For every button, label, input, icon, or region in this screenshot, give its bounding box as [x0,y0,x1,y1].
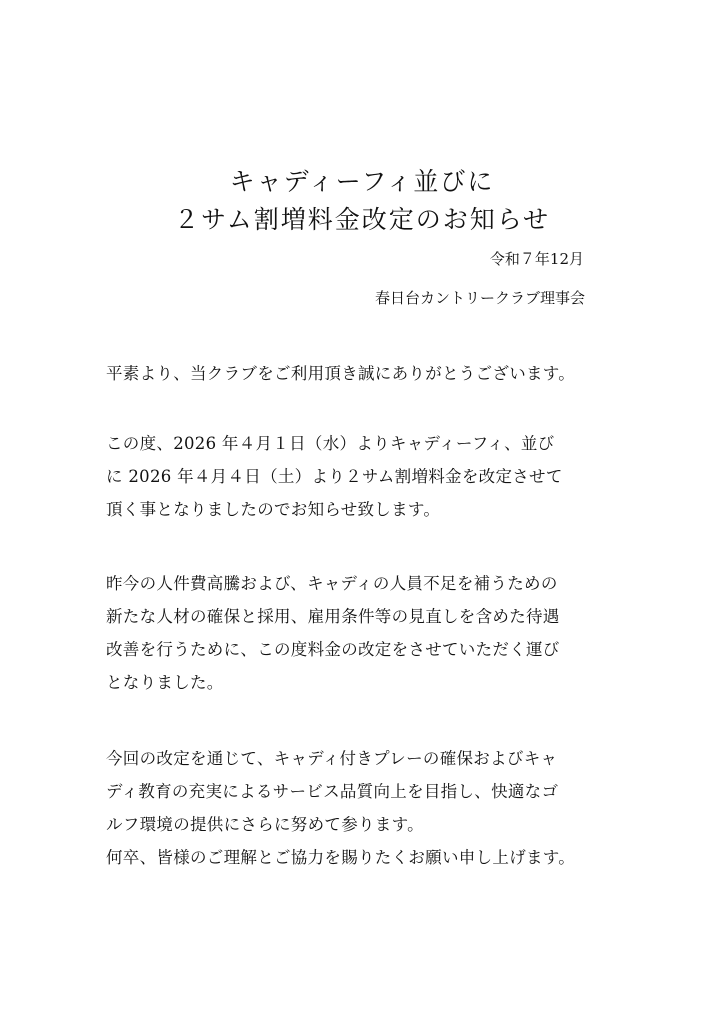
paragraph-line: ルフ環境の提供にさらに努めて参ります。 [106,815,424,834]
paragraph-announcement [106,427,636,526]
paragraph-line: 何卒、皆様のご理解とご協力を賜りたくお願い申し上げます。 [106,848,576,867]
paragraph-line: この度、2026 年４月１日（水）よりキャディーフィ、並び [106,434,555,453]
paragraph-line: 昨今の人件費高騰および、キャディの人員不足を補うための [106,574,558,593]
paragraph-line: となりました。 [106,673,224,692]
paragraph-line: 新たな人材の確保と採用、雇用条件等の見直しを含めた待遇 [106,607,560,626]
title-line-2: ２サム割増料金改定のお知らせ [173,205,550,234]
issuing-organization: 春日台カントリークラブ理事会 [374,289,585,307]
paragraph-line: 頂く事となりましたのでお知らせ致します。 [106,500,441,519]
paragraph-line: 平素より、当クラブをご利用頂き誠にありがとうございます。 [106,364,576,383]
paragraph-closing [106,742,636,874]
issue-date: 令和７年12月 [489,250,584,268]
notice-title [0,163,724,239]
paragraph-greeting [106,357,636,390]
paragraph-reason [106,567,636,699]
paragraph-line: ディ教育の充実によるサービス品質向上を目指し、快適なゴ [106,782,559,801]
paragraph-line: に 2026 年４月４日（土）より２サム割増料金を改定させて [106,467,563,486]
title-line-1: キャディーフィ並びに [229,167,495,196]
paragraph-line: 改善を行うために、この度料金の改定をさせていただく運び [106,640,560,659]
paragraph-line: 今回の改定を通じて、キャディ付きプレーの確保およびキャ [106,749,558,768]
